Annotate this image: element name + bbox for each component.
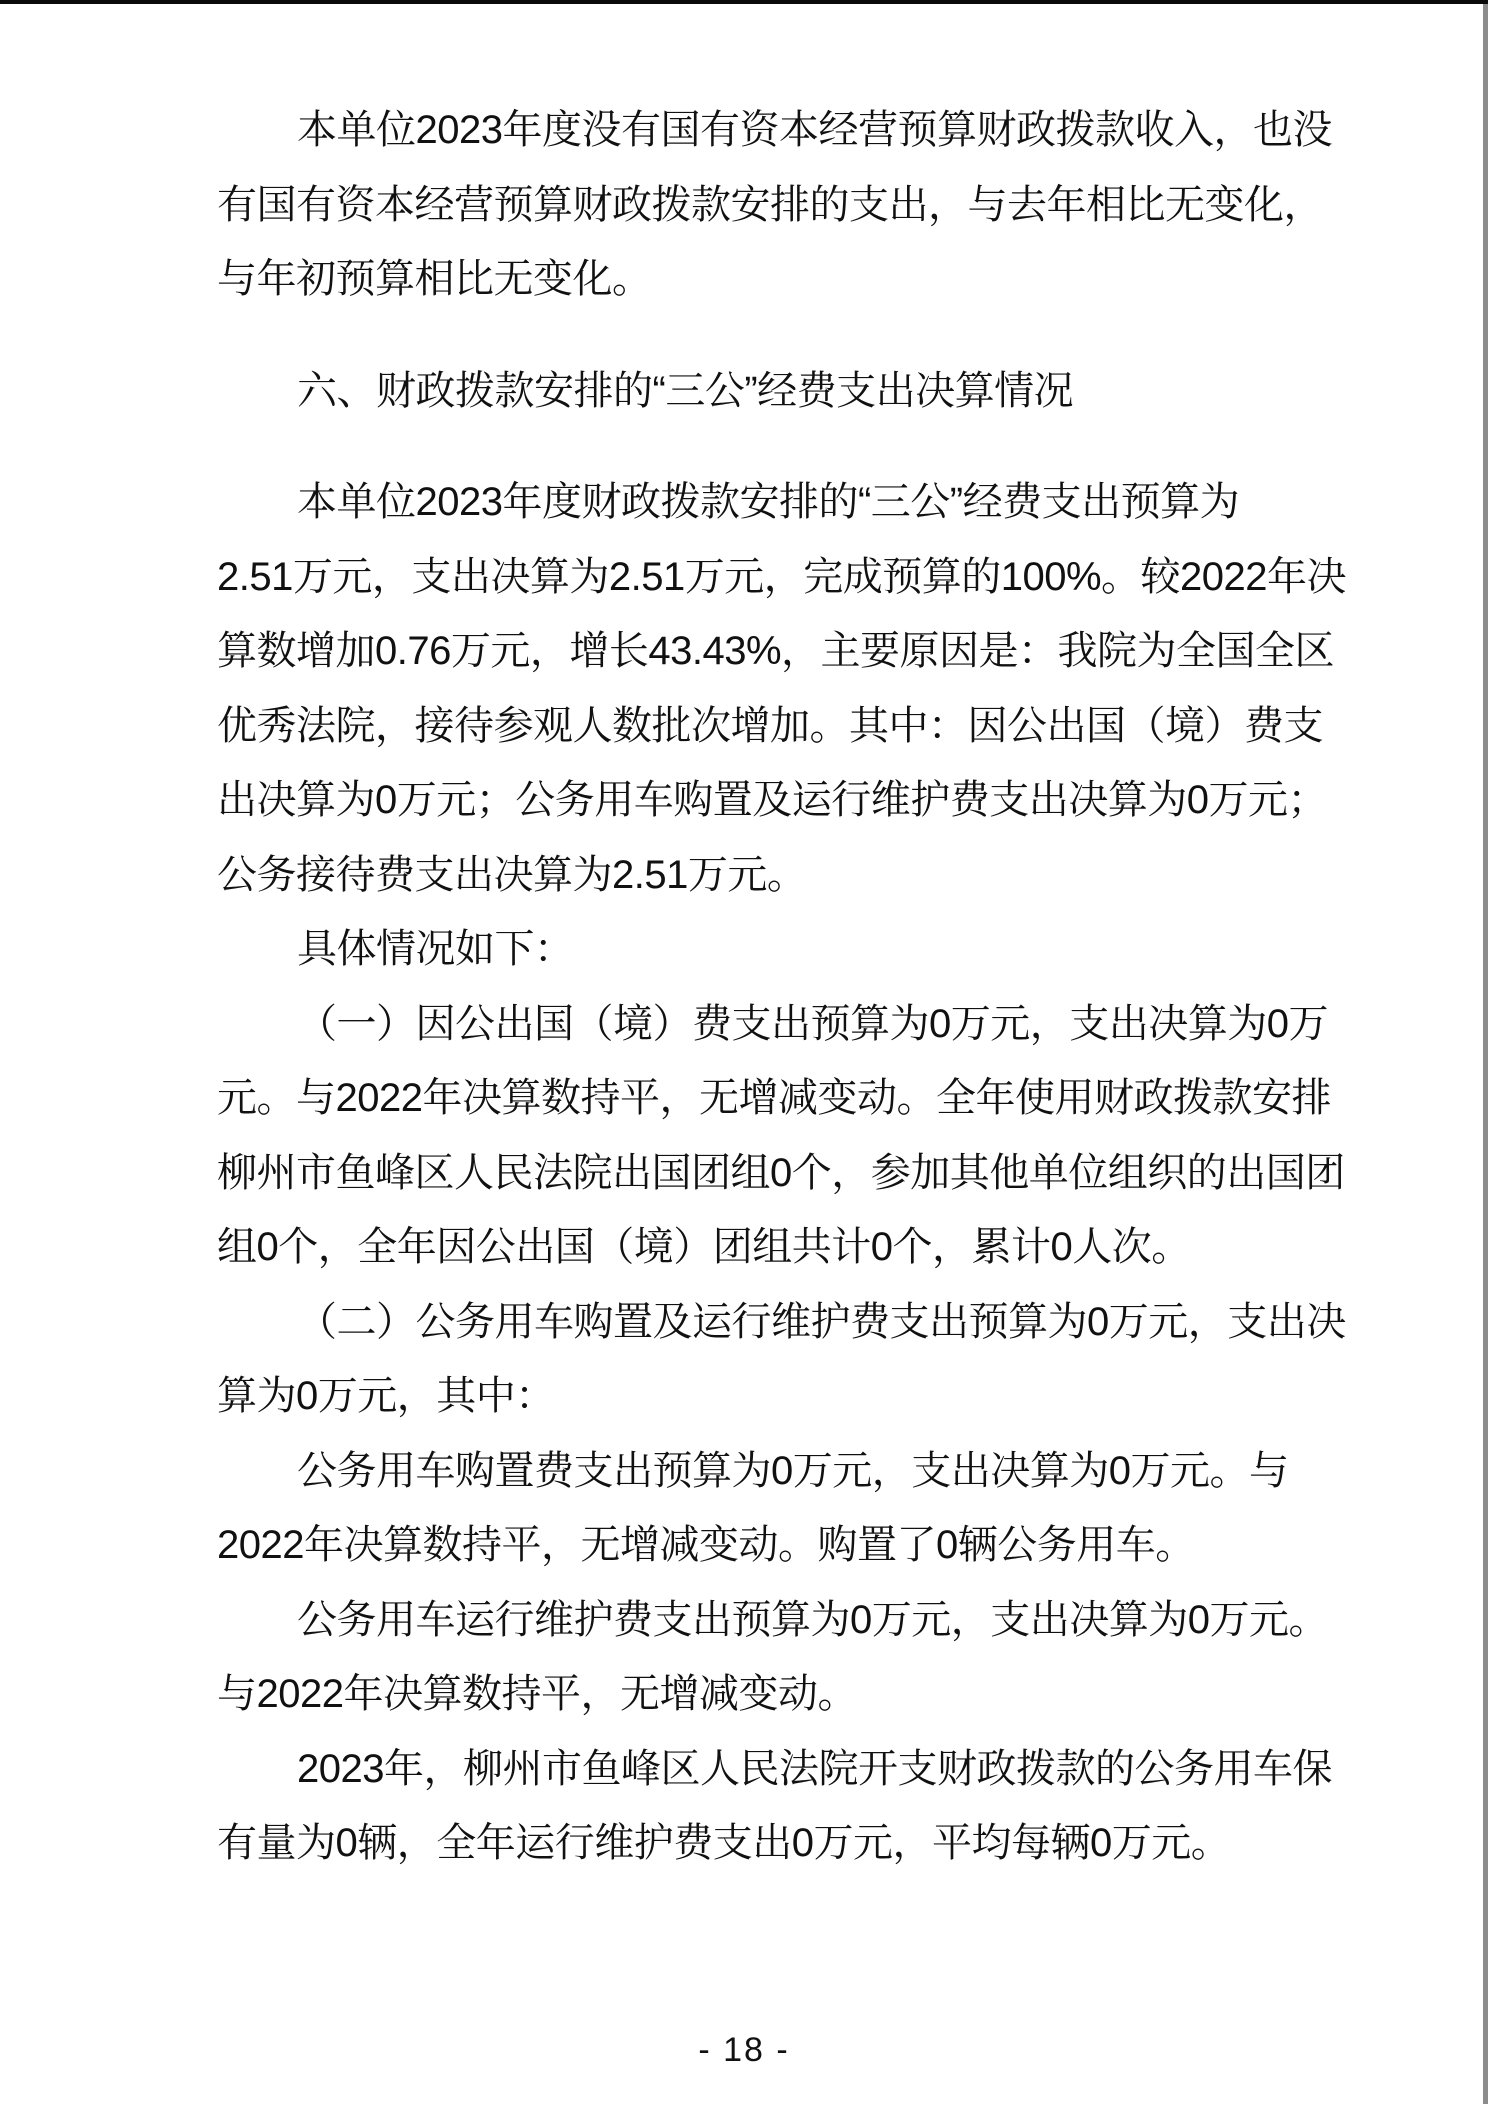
- para-vehicle-maintenance: [217, 1583, 1328, 1732]
- text-line: 与2022年决算数持平，无增减变动。: [217, 1672, 857, 1716]
- text-line: 2022年决算数持平，无增减变动。购置了0辆公务用车。: [217, 1523, 1195, 1567]
- text-line: 公务用车购置费支出预算为0万元，支出决算为0万元。与: [297, 1448, 1289, 1493]
- page-right-edge: [1483, 0, 1488, 2104]
- text-line: 算数增加0.76万元，增长43.43%，主要原因是：我院为全国全区: [217, 629, 1335, 673]
- heading-line: 六、财政拨款安排的“三公”经费支出决算情况: [297, 368, 1074, 413]
- page-number: - 18 -: [698, 2031, 790, 2069]
- para-state-capital-budget: [217, 93, 1332, 317]
- para-item-one-abroad-expense: [217, 987, 1345, 1285]
- text-line: 有国有资本经营预算财政拨款安排的支出，与去年相比无变化，: [217, 182, 1323, 227]
- text-line: 本单位2023年度财政拨款安排的“三公”经费支出预算为: [297, 480, 1240, 524]
- text-line: 2.51万元，支出决算为2.51万元，完成预算的100%。较2022年决: [217, 554, 1346, 599]
- text-line: 柳州市鱼峰区人民法院出国团组0个，参加其他单位组织的出国团: [217, 1150, 1345, 1195]
- para-vehicle-holdings: [217, 1732, 1332, 1881]
- text-line: 元。与2022年决算数持平，无增减变动。全年使用财政拨款安排: [217, 1076, 1331, 1120]
- text-line: 有量为0辆，全年运行维护费支出0万元，平均每辆0万元。: [217, 1821, 1231, 1865]
- page-footer: [0, 2026, 1488, 2104]
- heading-section-six: [217, 354, 1289, 429]
- text-line: （一）因公出国（境）费支出预算为0万元，支出决算为0万: [297, 1001, 1328, 1046]
- para-item-two-vehicle-expense: [217, 1285, 1346, 1434]
- para-three-public-overview: [217, 465, 1346, 912]
- para-vehicle-purchase: [217, 1434, 1289, 1583]
- document-body: [217, 93, 1346, 1881]
- text-line: 与年初预算相比无变化。: [217, 257, 652, 301]
- text-line: 本单位2023年度没有国有资本经营预算财政拨款收入，也没: [297, 108, 1332, 152]
- text-line: 公务用车运行维护费支出预算为0万元，支出决算为0万元。: [297, 1597, 1328, 1642]
- text-line: 公务接待费支出决算为2.51万元。: [217, 852, 807, 897]
- text-line: 算为0万元，其中：: [217, 1374, 555, 1418]
- text-line: （二）公务用车购置及运行维护费支出预算为0万元，支出决: [297, 1299, 1346, 1344]
- text-line: 具体情况如下：: [297, 927, 574, 971]
- text-line: 优秀法院，接待参观人数批次增加。其中：因公出国（境）费支: [217, 703, 1323, 748]
- text-line: 2023年，柳州市鱼峰区人民法院开支财政拨款的公务用车保: [297, 1746, 1332, 1791]
- para-details-intro: [217, 912, 1289, 987]
- text-line: 出决算为0万元；公务用车购置及运行维护费支出决算为0万元；: [217, 778, 1327, 822]
- text-line: 组0个，全年因公出国（境）团组共计0个，累计0人次。: [217, 1225, 1191, 1269]
- page-top-edge: [0, 0, 1488, 4]
